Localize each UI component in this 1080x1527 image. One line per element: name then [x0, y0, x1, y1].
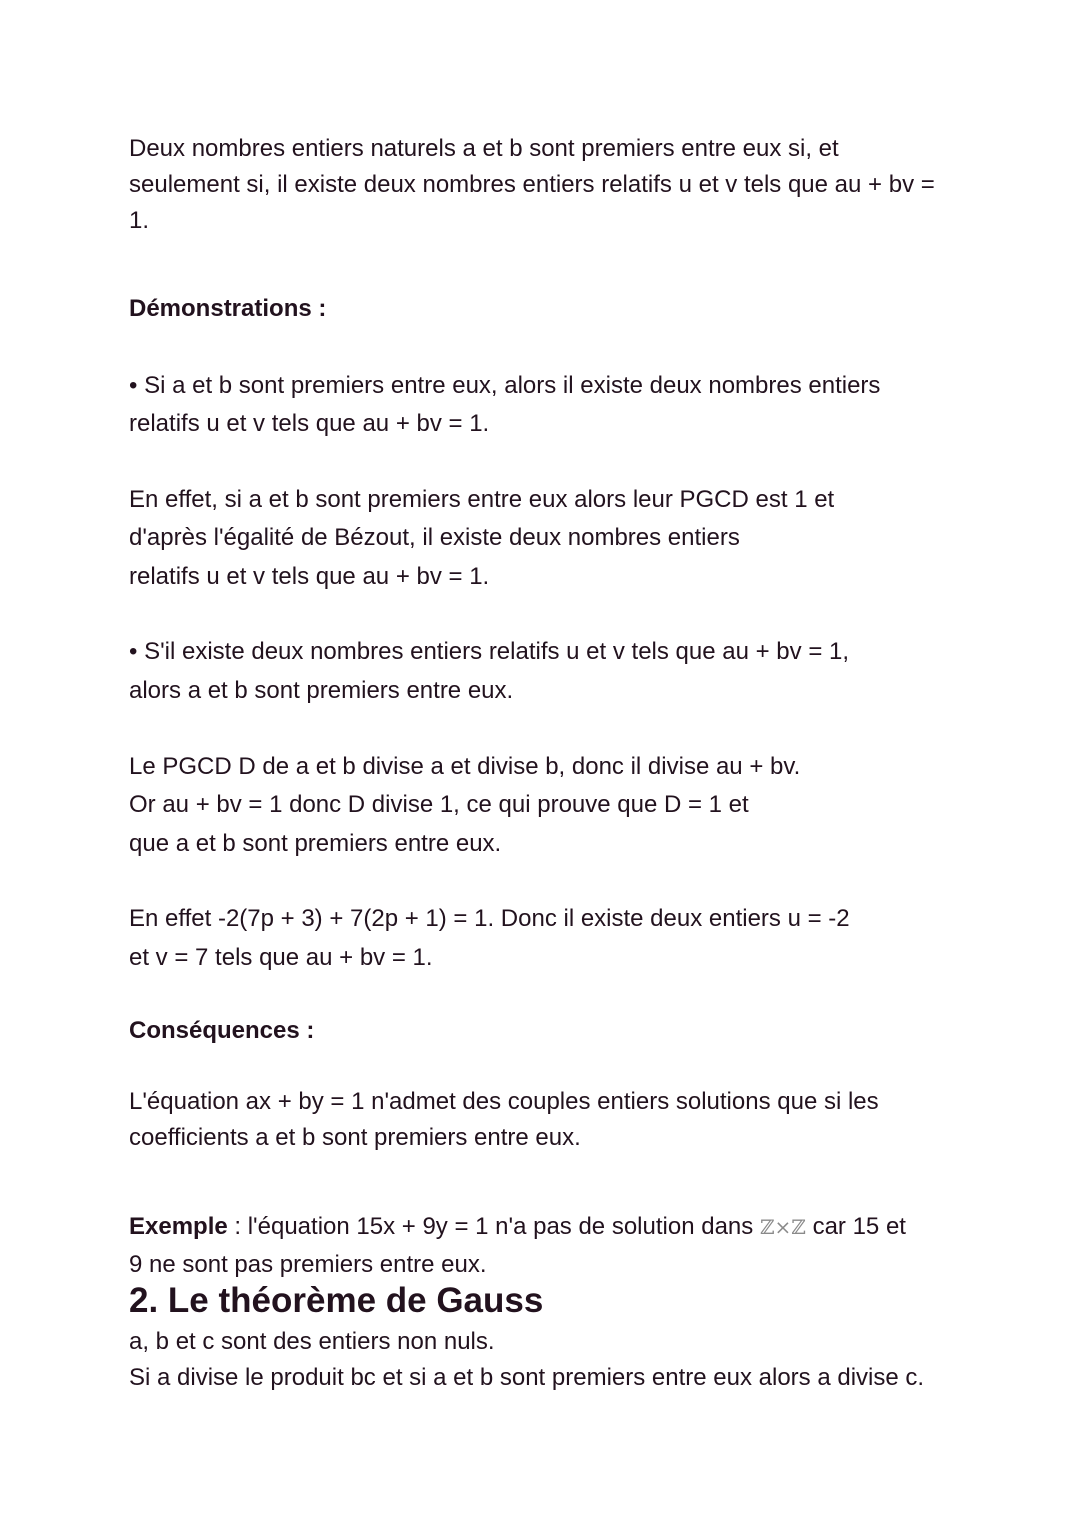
integer-set-symbol: ℤ×ℤ	[759, 1215, 806, 1239]
intro-line-3: 1.	[129, 207, 150, 234]
demo1-line-1: • Si a et b sont premiers entre eux, alors il existe deux nombres entiers	[129, 372, 881, 399]
effet-line-2: et v = 7 tels que au + bv = 1.	[129, 944, 433, 971]
section-2-title: 2. Le théorème de Gauss	[129, 1281, 544, 1320]
effet-line-1: En effet -2(7p + 3) + 7(2p + 1) = 1. Donc il existe deux entiers u = -2	[129, 905, 850, 932]
demo1-proof-line-3: relatifs u et v tels que au + bv = 1.	[129, 563, 490, 590]
consequences-title: Conséquences :	[129, 1017, 315, 1044]
demo1-proof-line-2: d'après l'égalité de Bézout, il existe deux nombres entiers	[129, 524, 740, 551]
example-text-before: : l'équation 15x + 9y = 1 n'a pas de solution dans	[227, 1213, 760, 1240]
example-label: Exemple	[129, 1213, 228, 1240]
demo2-proof-line-2: Or au + bv = 1 donc D divise 1, ce qui prouve que D = 1 et	[129, 791, 749, 818]
intro-line-2: seulement si, il existe deux nombres entiers relatifs u et v tels que au + bv =	[129, 171, 935, 198]
demo2-proof-line-3: que a et b sont premiers entre eux.	[129, 830, 502, 857]
intro-line-1: Deux nombres entiers naturels a et b sont premiers entre eux si, et	[129, 135, 839, 162]
demo1-proof-line-1: En effet, si a et b sont premiers entre eux alors leur PGCD est 1 et	[129, 486, 835, 513]
gauss-line-2: Si a divise le produit bc et si a et b sont premiers entre eux alors a divise c.	[129, 1364, 925, 1391]
example-text-after: car 15 et	[805, 1213, 906, 1240]
example-line-2: 9 ne sont pas premiers entre eux.	[129, 1251, 487, 1278]
consequences-line-2: coefficients a et b sont premiers entre eux.	[129, 1124, 581, 1151]
demo2-proof-line-1: Le PGCD D de a et b divise a et divise b, donc il divise au + bv.	[129, 753, 801, 780]
demonstrations-title: Démonstrations :	[129, 295, 327, 322]
demo2-line-1: • S'il existe deux nombres entiers relatifs u et v tels que au + bv = 1,	[129, 638, 850, 665]
example-line-1	[129, 1212, 906, 1242]
demo1-line-2: relatifs u et v tels que au + bv = 1.	[129, 410, 490, 437]
demo2-line-2: alors a et b sont premiers entre eux.	[129, 677, 514, 704]
consequences-line-1: L'équation ax + by = 1 n'admet des couples entiers solutions que si les	[129, 1088, 879, 1115]
gauss-line-1: a, b et c sont des entiers non nuls.	[129, 1328, 495, 1355]
